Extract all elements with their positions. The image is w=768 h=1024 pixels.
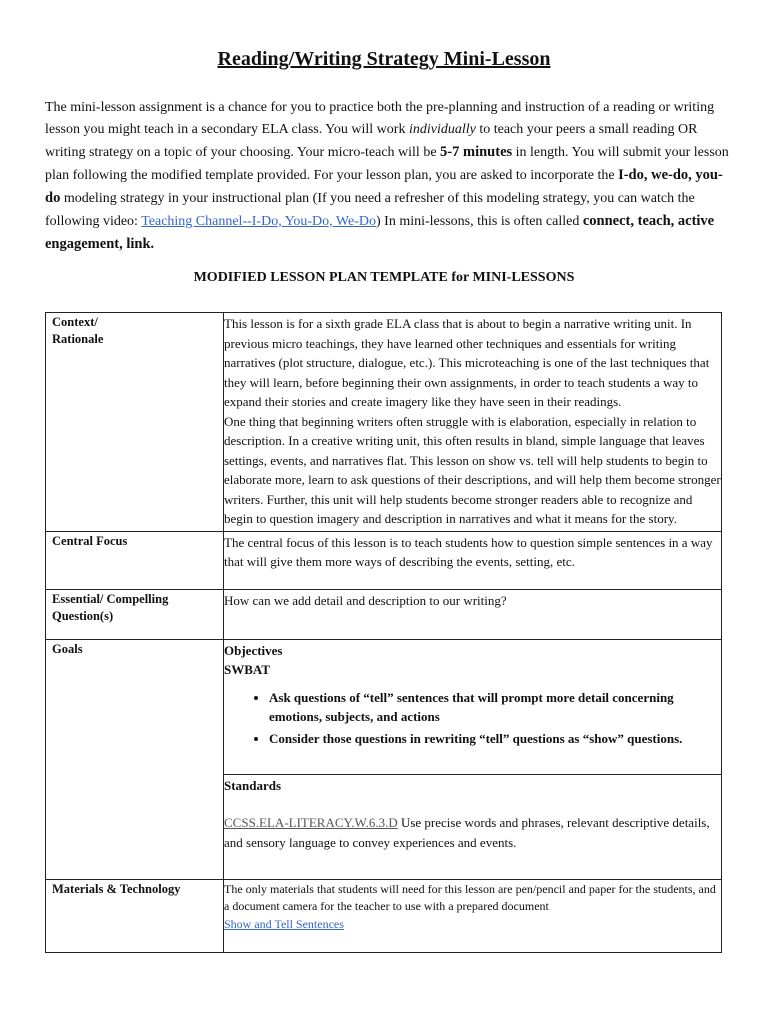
table-row <box>46 313 722 532</box>
intro-text-1: The mini-lesson assignment is a chance for you to practice both the pre-planning and instruction of a reading or writing lesson you might teach in a secondary ELA class. You will work <box>45 100 715 137</box>
intro-paragraph <box>45 97 730 256</box>
materials-link[interactable]: Show and Tell Sentences <box>224 916 344 931</box>
intro-duration: 5-7 minutes <box>440 144 513 160</box>
page-title: Reading/Writing Strategy Mini-Lesson <box>217 48 551 70</box>
intro-italic: individually <box>408 122 476 137</box>
standard-text <box>224 813 721 852</box>
context-cell <box>224 313 722 532</box>
goals-label: Goals <box>46 639 224 879</box>
intro-strategy: I-do, we-do, you-do <box>45 167 723 206</box>
intro-text-5: ) In mini-lessons, this is often called <box>376 214 583 229</box>
intro-text-4: modeling strategy in your instructional plan (If you need a refresher of this modeling strategy, you can watch the following video: <box>45 191 695 229</box>
materials-cell <box>224 879 722 952</box>
lesson-plan-table <box>45 312 722 953</box>
table-row <box>46 639 722 774</box>
standard-description: Use precise words and phrases, relevant descriptive details, and sensory language to convey experiences and events. <box>224 815 710 850</box>
context-label: Context/ Rationale <box>46 313 224 532</box>
focus-label: Central Focus <box>46 531 224 589</box>
objectives-list <box>224 688 721 749</box>
context-text-2: One thing that beginning writers often struggle with is elaboration, especially in relation to description. In a creative writing unit, this often results in bland, simple language that leaves settings, events, and narratives flat. This lesson on show vs. tell will help students to begin to elaborate more, learn to ask questions of their descriptions, and will help them become stronger writers. Further, this unit will help students become stronger readers able to recognize and begin to question imagery and description in narratives and what it means for the story. <box>224 413 721 526</box>
objectives-cell <box>224 639 722 774</box>
materials-label: Materials & Technology <box>46 879 224 952</box>
objectives-heading: Objectives <box>224 642 283 658</box>
standards-cell <box>224 774 722 879</box>
video-link[interactable]: Teaching Channel--I-Do, You-Do, We-Do <box>141 214 376 229</box>
table-row <box>46 531 722 589</box>
focus-text: The central focus of this lesson is to teach students how to question simple sentences in a way that will give them more ways of describing the events, setting, etc. <box>224 531 722 589</box>
template-subtitle: MODIFIED LESSON PLAN TEMPLATE for MINI-LESSONS <box>193 270 575 285</box>
context-text-1: This lesson is for a sixth grade ELA class that is about to begin a narrative writing unit. In previous micro teachings, they have learned other techniques and essentials for writing narratives (plot structure, dialogue, etc.). This microteaching is one of the last techniques that they will learn, before beginning their own assignments, in order to teach students a way to expand their stories and create imagery like they have seen in their readings. <box>224 316 710 409</box>
standard-code-link[interactable]: CCSS.ELA-LITERACY.W.6.3.D <box>224 815 398 830</box>
table-row <box>46 879 722 952</box>
table-row <box>46 589 722 639</box>
standards-heading: Standards <box>224 777 282 793</box>
list-item: • Ask questions of “tell” sentences that will prompt more detail concerning emotions, subjects, and actions <box>269 688 721 727</box>
list-item: • Consider those questions in rewriting “tell” questions as “show” questions. <box>269 729 721 749</box>
intro-text-2: to teach your peers a small reading OR writing strategy on a topic of your choosing. Your micro-teach will be <box>45 122 698 160</box>
question-text: How can we add detail and description to our writing? <box>224 589 722 639</box>
intro-called: connect, teach, active engagement, link. <box>45 213 715 252</box>
materials-text: The only materials that students will need for this lesson are pen/pencil and paper for the students, and a document camera for the teacher to use with a prepared document <box>224 881 716 913</box>
swbat-label: SWBAT <box>224 662 270 677</box>
intro-text-3: in length. You will submit your lesson plan following the modified template provided. For your lesson plan, you are asked to incorporate the <box>45 145 729 183</box>
question-label: Essential/ Compelling Question(s) <box>46 589 224 639</box>
